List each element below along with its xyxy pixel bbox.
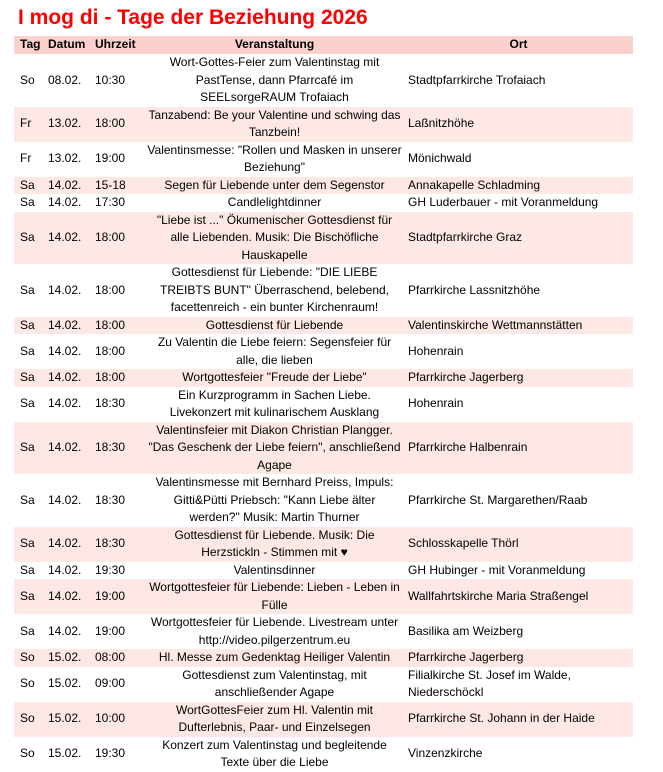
event-row — [14, 317, 633, 335]
cell-datum: 15.02. — [44, 737, 90, 772]
table-body — [14, 54, 633, 772]
event-row — [14, 474, 633, 527]
cell-datum: 08.02. — [44, 54, 90, 107]
cell-datum: 15.02. — [44, 649, 90, 667]
cell-uhrzeit: 10:00 — [90, 702, 145, 737]
column-header-datum: Datum — [44, 36, 90, 54]
cell-veranstaltung: Zu Valentin die Liebe feiern: Segensfeier für alle, die lieben — [145, 334, 404, 369]
cell-uhrzeit: 18:00 — [90, 334, 145, 369]
cell-datum: 15.02. — [44, 702, 90, 737]
cell-datum: 14.02. — [44, 579, 90, 614]
cell-uhrzeit: 08:00 — [90, 649, 145, 667]
cell-datum: 14.02. — [44, 474, 90, 527]
event-row — [14, 562, 633, 580]
cell-ort: Laßnitzhöhe — [404, 107, 633, 142]
cell-datum: 14.02. — [44, 422, 90, 475]
cell-ort: Stadtpfarrkirche Graz — [404, 212, 633, 265]
cell-tag: Sa — [14, 614, 44, 649]
cell-tag: Sa — [14, 474, 44, 527]
cell-ort: Wallfahrtskirche Maria Straßengel — [404, 579, 633, 614]
table-header — [14, 36, 633, 54]
cell-tag: Sa — [14, 264, 44, 317]
cell-tag: Sa — [14, 579, 44, 614]
cell-veranstaltung: Valentinsfeier mit Diakon Christian Plangger. "Das Geschenk der Liebe feiern", anschließend Agape — [145, 422, 404, 475]
cell-datum: 14.02. — [44, 614, 90, 649]
event-row — [14, 667, 633, 702]
cell-tag: Sa — [14, 194, 44, 212]
cell-uhrzeit: 15-18 — [90, 177, 145, 195]
cell-veranstaltung: Gottesdienst für Liebende: "DIE LIEBE TREIBTS BUNT" Überraschend, belebend, facettenreich - ein bunter Kirchenraum! — [145, 264, 404, 317]
event-row — [14, 527, 633, 562]
cell-datum: 14.02. — [44, 387, 90, 422]
cell-datum: 14.02. — [44, 369, 90, 387]
cell-uhrzeit: 18:30 — [90, 422, 145, 475]
event-row — [14, 177, 633, 195]
event-row — [14, 702, 633, 737]
cell-ort: GH Hubinger - mit Voranmeldung — [404, 562, 633, 580]
cell-datum: 14.02. — [44, 562, 90, 580]
cell-ort: Pfarrkirche St. Margarethen/Raab — [404, 474, 633, 527]
cell-ort: Pfarrkirche Lassnitzhöhe — [404, 264, 633, 317]
cell-tag: Fr — [14, 107, 44, 142]
cell-veranstaltung: Ein Kurzprogramm in Sachen Liebe. Livekonzert mit kulinarischem Ausklang — [145, 387, 404, 422]
cell-veranstaltung: Hl. Messe zum Gedenktag Heiliger Valentin — [145, 649, 404, 667]
cell-ort: Pfarrkirche Jagerberg — [404, 649, 633, 667]
cell-veranstaltung: Wortgottesfeier "Freude der Liebe" — [145, 369, 404, 387]
cell-tag: So — [14, 649, 44, 667]
cell-ort: Pfarrkirche Halbenrain — [404, 422, 633, 475]
cell-veranstaltung: Valentinsmesse mit Bernhard Preiss, Impuls: Gitti&Pütti Priebsch: "Kann Liebe älter werden?" Musik: Martin Thurner — [145, 474, 404, 527]
cell-datum: 15.02. — [44, 667, 90, 702]
cell-ort: Schlosskapelle Thörl — [404, 527, 633, 562]
cell-ort: Pfarrkirche St. Johann in der Haide — [404, 702, 633, 737]
cell-tag: Sa — [14, 562, 44, 580]
cell-ort: GH Luderbauer - mit Voranmeldung — [404, 194, 633, 212]
cell-uhrzeit: 19:00 — [90, 614, 145, 649]
cell-tag: Sa — [14, 369, 44, 387]
cell-ort: Hohenrain — [404, 334, 633, 369]
column-header-veranstaltung: Veranstaltung — [145, 36, 404, 54]
cell-veranstaltung: Gottesdienst für Liebende — [145, 317, 404, 335]
cell-veranstaltung: "Liebe ist ..." Ökumenischer Gottesdienst für alle Liebenden. Musik: Die Bischöfliche Hauskapelle — [145, 212, 404, 265]
event-row — [14, 369, 633, 387]
cell-ort: Filialkirche St. Josef im Walde, Niederschöckl — [404, 667, 633, 702]
page-title: I mog di - Tage der Beziehung 2026 — [18, 6, 368, 29]
cell-tag: Sa — [14, 334, 44, 369]
cell-uhrzeit: 17:30 — [90, 194, 145, 212]
cell-datum: 14.02. — [44, 264, 90, 317]
cell-tag: So — [14, 737, 44, 772]
cell-uhrzeit: 19:00 — [90, 142, 145, 177]
header-row — [14, 36, 633, 54]
cell-veranstaltung: Segen für Liebende unter dem Segenstor — [145, 177, 404, 195]
cell-datum: 13.02. — [44, 107, 90, 142]
cell-ort: Annakapelle Schladming — [404, 177, 633, 195]
cell-veranstaltung: Valentinsdinner — [145, 562, 404, 580]
cell-uhrzeit: 18:00 — [90, 317, 145, 335]
cell-datum: 14.02. — [44, 177, 90, 195]
event-row — [14, 264, 633, 317]
cell-datum: 14.02. — [44, 317, 90, 335]
cell-veranstaltung: Tanzabend: Be your Valentine und schwing das Tanzbein! — [145, 107, 404, 142]
cell-uhrzeit: 19:30 — [90, 562, 145, 580]
column-header-tag: Tag — [14, 36, 44, 54]
cell-datum: 14.02. — [44, 194, 90, 212]
event-row — [14, 614, 633, 649]
event-row — [14, 387, 633, 422]
cell-veranstaltung: Wort-Gottes-Feier zum Valentinstag mit PastTense, dann Pfarrcafé im SEELsorgeRAUM Trofaiach — [145, 54, 404, 107]
cell-datum: 14.02. — [44, 527, 90, 562]
cell-tag: Fr — [14, 142, 44, 177]
cell-tag: Sa — [14, 317, 44, 335]
cell-veranstaltung: Wortgottesfeier für Liebende. Livestream unter http://video.pilgerzentrum.eu — [145, 614, 404, 649]
cell-tag: So — [14, 54, 44, 107]
cell-veranstaltung: Gottesdienst zum Valentinstag, mit anschließender Agape — [145, 667, 404, 702]
event-row — [14, 422, 633, 475]
column-header-uhrzeit: Uhrzeit — [90, 36, 145, 54]
cell-ort: Hohenrain — [404, 387, 633, 422]
cell-ort: Valentinskirche Wettmannstätten — [404, 317, 633, 335]
cell-tag: Sa — [14, 527, 44, 562]
event-row — [14, 107, 633, 142]
column-header-ort: Ort — [404, 36, 633, 54]
cell-tag: So — [14, 702, 44, 737]
event-row — [14, 194, 633, 212]
cell-veranstaltung: Gottesdienst für Liebende. Musik: Die Herzstickln - Stimmen mit ♥ — [145, 527, 404, 562]
event-row — [14, 142, 633, 177]
cell-ort: Pfarrkirche Jagerberg — [404, 369, 633, 387]
cell-uhrzeit: 19:00 — [90, 579, 145, 614]
cell-uhrzeit: 10:30 — [90, 54, 145, 107]
event-row — [14, 212, 633, 265]
cell-uhrzeit: 19:30 — [90, 737, 145, 772]
event-row — [14, 579, 633, 614]
cell-datum: 14.02. — [44, 212, 90, 265]
cell-datum: 13.02. — [44, 142, 90, 177]
cell-uhrzeit: 18:00 — [90, 369, 145, 387]
cell-uhrzeit: 09:00 — [90, 667, 145, 702]
cell-uhrzeit: 18:00 — [90, 107, 145, 142]
cell-tag: So — [14, 667, 44, 702]
events-table — [14, 36, 633, 772]
cell-uhrzeit: 18:00 — [90, 264, 145, 317]
cell-ort: Mönichwald — [404, 142, 633, 177]
cell-ort: Basilika am Weizberg — [404, 614, 633, 649]
cell-veranstaltung: Konzert zum Valentinstag und begleitende Texte über die Liebe — [145, 737, 404, 772]
cell-tag: Sa — [14, 212, 44, 265]
event-row — [14, 737, 633, 772]
cell-veranstaltung: Candlelightdinner — [145, 194, 404, 212]
cell-ort: Stadtpfarrkirche Trofaiach — [404, 54, 633, 107]
cell-uhrzeit: 18:30 — [90, 474, 145, 527]
cell-veranstaltung: WortGottesFeier zum Hl. Valentin mit Dufterlebnis, Paar- und Einzelsegen — [145, 702, 404, 737]
cell-tag: Sa — [14, 387, 44, 422]
cell-uhrzeit: 18:30 — [90, 387, 145, 422]
cell-veranstaltung: Valentinsmesse: "Rollen und Masken in unserer Beziehung" — [145, 142, 404, 177]
cell-uhrzeit: 18:30 — [90, 527, 145, 562]
event-row — [14, 54, 633, 107]
cell-veranstaltung: Wortgottesfeier für Liebende: Lieben - Leben in Fülle — [145, 579, 404, 614]
cell-datum: 14.02. — [44, 334, 90, 369]
cell-tag: Sa — [14, 177, 44, 195]
event-row — [14, 649, 633, 667]
event-row — [14, 334, 633, 369]
cell-uhrzeit: 18:00 — [90, 212, 145, 265]
cell-tag: Sa — [14, 422, 44, 475]
cell-ort: Vinzenzkirche — [404, 737, 633, 772]
